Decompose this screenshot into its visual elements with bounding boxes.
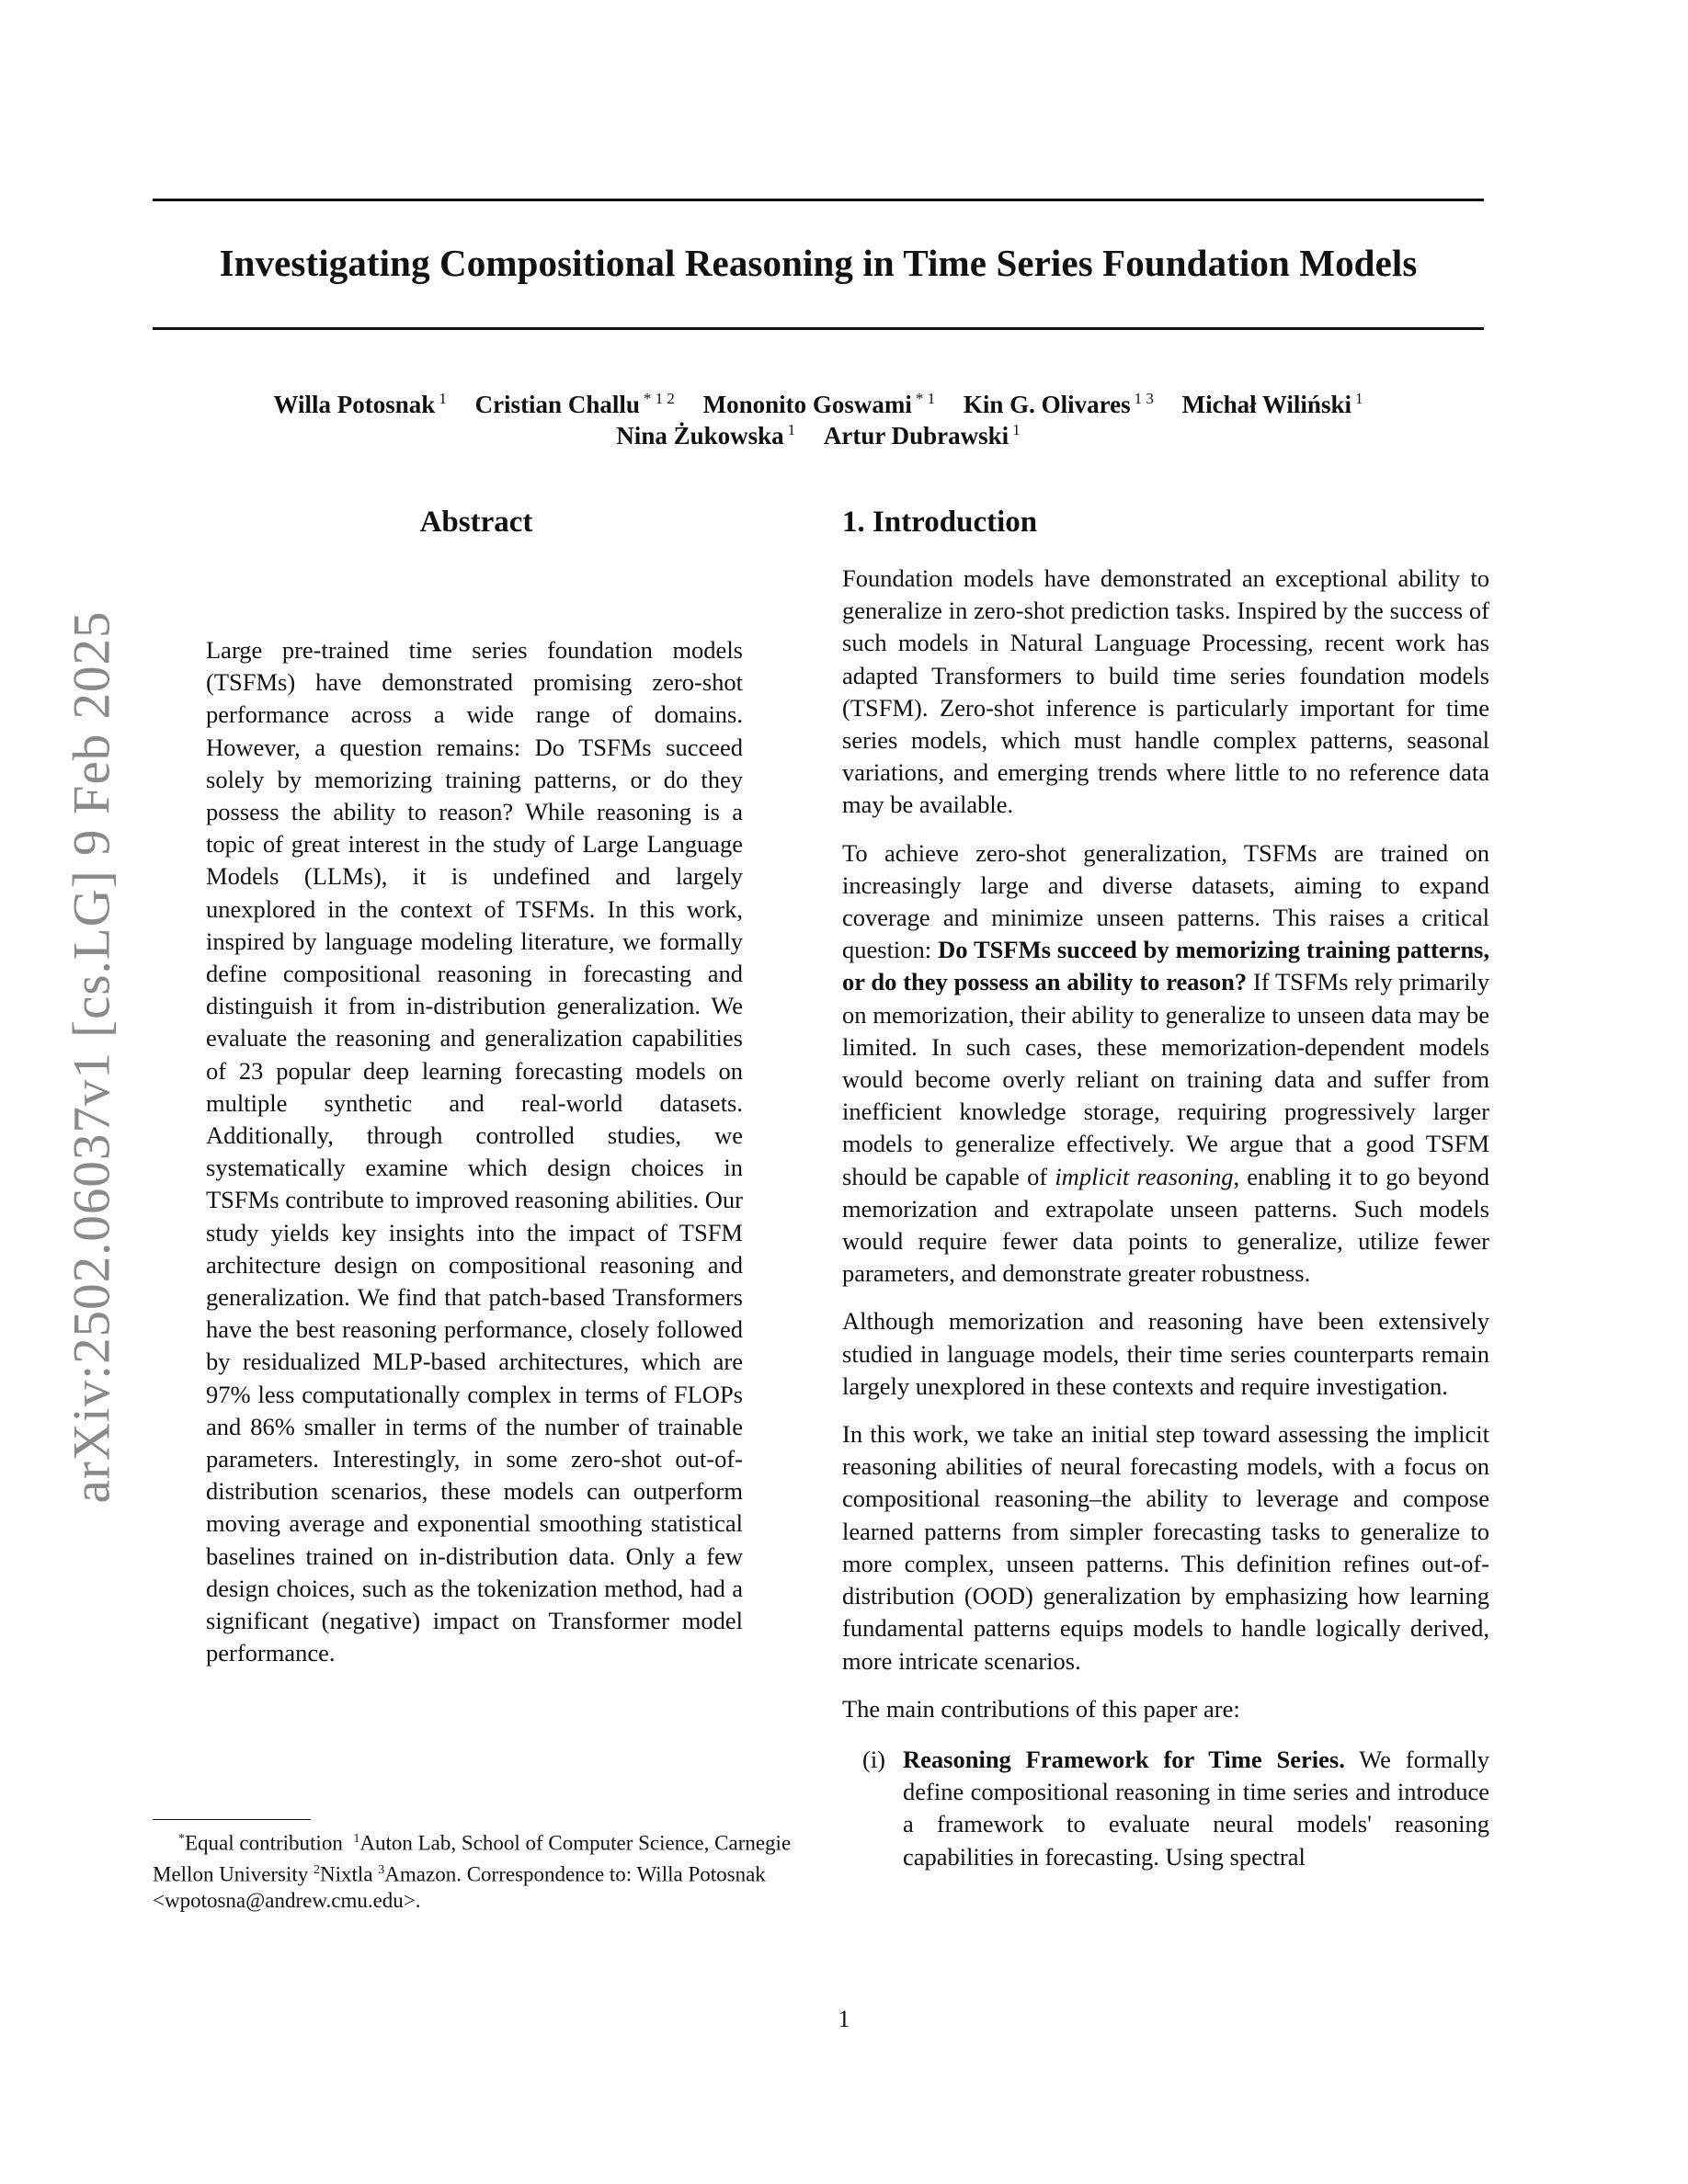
abstract-heading: Abstract xyxy=(419,506,533,539)
author: Artur Dubrawski $^1$ xyxy=(823,421,1021,449)
title-rule-bottom xyxy=(153,327,1484,330)
footnote-rule xyxy=(153,1819,311,1820)
intro-paragraph: Foundation models have demonstrated an exceptional ability to generalize in zero-shot prediction tasks. Inspired by the success of such models in Natural Language Processing, recent work has adapted Transformers to build time series foundation models (TSFM). Zero-shot inference is particularly important for time series models, which must handle complex patterns, seasonal variations, and emerging trends where little to no reference data may be available. xyxy=(842,564,1489,819)
title-rule-top xyxy=(153,199,1484,201)
intro-paragraph: To achieve zero-shot generalization, TSFMs are trained on increasingly large and diverse datasets, aiming to expand coverage and minimize unseen patterns. This raises a critical question: Do TSFMs succeed by memorizing training patterns, or do they possess an ability to reason? If TSFMs rely primarily on memorization, their ability to generalize to unseen data may be limited. In such cases, these memorization-dependent models would become overly reliant on training data and suffer from inefficient knowledge storage, requiring progressively larger models to generalize effectively. We argue that a good TSFM should be capable of implicit reasoning, enabling it to go beyond memorization and extrapolate unseen patterns. Such models would require fewer data points to generalize, utilize fewer parameters, and demonstrate greater robustness. xyxy=(842,838,1490,1288)
author: Michał Wiliński $^1$ xyxy=(1181,390,1363,418)
authors-line-1 xyxy=(153,390,1484,419)
introduction-body xyxy=(842,563,1489,1873)
intro-paragraph: Although memorization and reasoning have been extensively studied in language models, their time series counterparts remain largely unexplored in these contexts and require investigation. xyxy=(842,1307,1489,1400)
author: Cristian Challu $^{* 1 2}$ xyxy=(474,390,675,418)
footnote: *Equal contribution $^1$Auton Lab, School of Computer Science, Carnegie Mellon University $^2$Nixtla $^3$Amazon. Correspondence to: Willa Potosnak <wpotosna@andrew.cmu.edu>. xyxy=(153,1831,792,1913)
author: Kin G. Olivares $^{1 3}$ xyxy=(963,390,1154,418)
page-number: 1 xyxy=(838,2006,850,2032)
intro-paragraph: The main contributions of this paper are: xyxy=(842,1694,1240,1723)
contribution-item: (i) Reasoning Framework for Time Series. We formally define compositional reasoning in time series and introduce a framework to evaluate neural models' reasoning capabilities in forecasting. Using spectral xyxy=(862,1745,1489,1871)
intro-paragraph: In this work, we take an initial step toward assessing the implicit reasoning abilities of neural forecasting models, with a focus on compositional reasoning–the ability to leverage and compose learned patterns from simpler forecasting tasks to generalize to more complex, unseen patterns. This definition refines out-of-distribution (OOD) generalization by emphasizing how learning fundamental patterns equips models to handle logically derived, more intricate scenarios. xyxy=(842,1420,1489,1675)
arxiv-identifier-stamp: arXiv:2502.06037v1 [cs.LG] 9 Feb 2025 xyxy=(63,610,121,1504)
paper-title: Investigating Compositional Reasoning in Time Series Foundation Models xyxy=(219,242,1418,284)
list-marker: (i) xyxy=(862,1745,886,1773)
section-heading-introduction: 1. Introduction xyxy=(842,506,1038,539)
author: Nina Żukowska $^1$ xyxy=(616,421,796,449)
authors-line-2 xyxy=(153,421,1484,450)
author: Mononito Goswami $^{* 1}$ xyxy=(702,390,936,418)
author: Willa Potosnak $^1$ xyxy=(273,390,447,418)
abstract-text: Large pre-trained time series foundation models (TSFMs) have demonstrated promising zero-shot performance across a wide range of domains. However, a question remains: Do TSFMs succeed solely by memorizing training patterns, or do they possess the ability to reason? While reasoning is a topic of great interest in the study of Large Language Models (LLMs), it is undefined and largely unexplored in the context of TSFMs. In this work, inspired by language modeling literature, we formally define compositional reasoning in forecasting and distinguish it from in-distribution generalization. We evaluate the reasoning and generalization capabilities of 23 popular deep learning forecasting models on multiple synthetic and real-world datasets. Additionally, through controlled studies, we systematically examine which design choices in TSFMs contribute to improved reasoning abilities. Our study yields key insights into the impact of TSFM architecture design on compositional reasoning and generalization. We find that patch-based Transformers have the best reasoning performance, closely followed by residualized MLP-based architectures, which are 97% less computationally complex in terms of FLOPs and 86% smaller in terms of the number of trainable parameters. Interestingly, in some zero-shot out-of-distribution scenarios, these models can outperform moving average and exponential smoothing statistical baselines trained on in-distribution data. Only a few design choices, such as the tokenization method, had a significant (negative) impact on Transformer model performance. xyxy=(206,636,743,1667)
contributions-list xyxy=(842,1744,1489,1873)
